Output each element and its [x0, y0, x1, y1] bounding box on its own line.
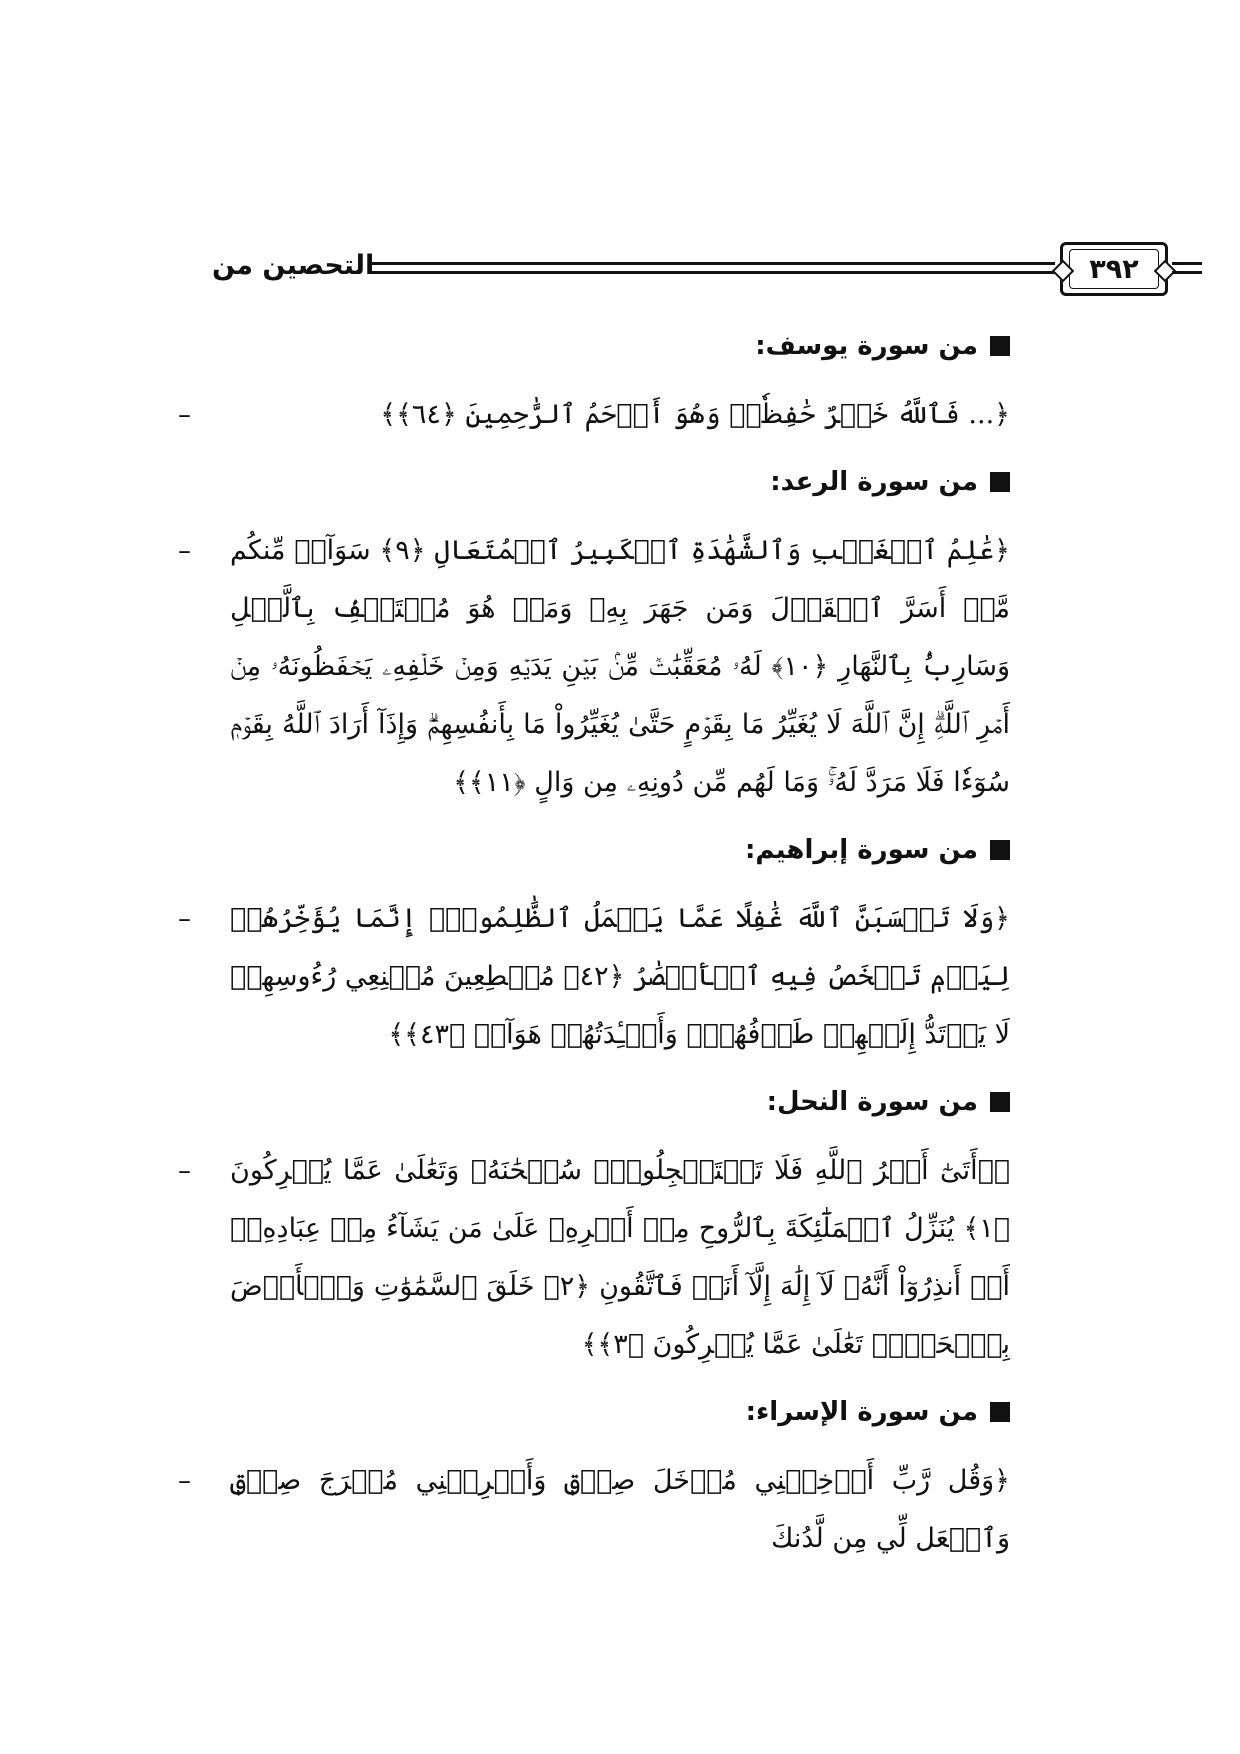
section-heading-text: من سورة النحل:	[766, 1087, 978, 1117]
section-heading	[178, 1388, 1010, 1436]
section-heading	[178, 322, 1010, 370]
verse-text: ﴿وَقُل رَّبِّ أَدۡخِلۡنِي مُدۡخَلَ صِدۡقٖ وَأَخۡرِجۡنِي مُخۡرَجَ صِدۡقٖ وَٱجۡعَل لِّي مِن لَّدُنكَ	[230, 1465, 1010, 1554]
verse-text: ﴿عَٰلِمُ ٱلۡغَيۡبِ وَٱلشَّهَٰدَةِ ٱلۡكَبِيرُ ٱلۡمُتَعَالِ ﴿٩﴾ سَوَآءٞ مِّنكُم مَّنۡ أَسَرَّ ٱلۡقَوۡلَ وَمَن جَهَرَ بِهِۦ وَمَنۡ هُوَ مُسۡتَخۡفِۢ بِٱلَّيۡلِ وَسَارِبُۢ بِٱلنَّهَارِ ﴿١٠﴾ لَهُۥ مُعَقِّبَٰتٞ مِّنۢ بَيۡنِ يَدَيۡهِ وَمِنۡ خَلۡفِهِۦ يَحۡفَظُونَهُۥ مِنۡ أَمۡرِ ٱللَّهِۗ إِنَّ ٱللَّهَ لَا يُغَيِّرُ مَا بِقَوۡمٍ حَتَّىٰ يُغَيِّرُواْ مَا بِأَنفُسِهِمۡۗ وَإِذَآ أَرَادَ ٱللَّهُ بِقَوۡمٖ سُوٓءٗا فَلَا مَرَدَّ لَهُۥۚ وَمَا لَهُم مِّن دُونِهِۦ مِن وَالٍ ﴿١١﴾﴾	[230, 535, 1011, 798]
list-dash: –	[178, 1466, 191, 1496]
page-number-frame	[1060, 242, 1168, 296]
section-heading	[178, 1078, 1010, 1126]
verse-item	[178, 1452, 1010, 1568]
section-heading-text: من سورة الإسراء:	[745, 1397, 978, 1427]
list-dash: –	[178, 400, 191, 430]
page-number: ٣٩٢	[1089, 254, 1139, 285]
verse-item	[178, 386, 1010, 444]
running-title: التحصين من	[212, 250, 375, 281]
section-heading	[178, 458, 1010, 506]
section-ibrahim	[178, 826, 1010, 1064]
page-content	[178, 322, 1010, 1582]
verse-item	[178, 522, 1010, 812]
list-dash: –	[178, 904, 191, 934]
square-bullet-icon	[990, 1402, 1010, 1422]
header-rule	[1172, 271, 1202, 274]
verse-text: ﴿... فَٱللَّهُ خَيۡرٌ حَٰفِظٗاۖ وَهُوَ أَرۡحَمُ ٱلرَّٰحِمِينَ ﴿٦٤﴾﴾	[380, 399, 1010, 430]
square-bullet-icon	[990, 1092, 1010, 1112]
page-header	[212, 242, 1139, 298]
square-bullet-icon	[990, 336, 1010, 356]
list-dash: –	[178, 536, 191, 566]
section-heading	[178, 826, 1010, 874]
square-bullet-icon	[990, 840, 1010, 860]
header-rule	[372, 262, 1055, 265]
list-dash: –	[178, 1156, 191, 1186]
verse-item	[178, 1142, 1010, 1374]
section-yusuf	[178, 322, 1010, 444]
section-isra	[178, 1388, 1010, 1568]
verse-item	[178, 890, 1010, 1064]
header-rule	[372, 271, 1055, 274]
section-raad	[178, 458, 1010, 812]
section-heading-text: من سورة إبراهيم:	[745, 835, 978, 865]
header-rule	[1172, 262, 1202, 265]
square-bullet-icon	[990, 472, 1010, 492]
verse-text: ﴿۞أَتَىٰٓ أَمۡرُ ٱللَّهِ فَلَا تَسۡتَعۡجِلُوهُۚ سُبۡحَٰنَهُۥ وَتَعَٰلَىٰ عَمَّا يُشۡرِكُونَ ﴿١﴾ يُنَزِّلُ ٱلۡمَلَٰٓئِكَةَ بِٱلرُّوحِ مِنۡ أَمۡرِهِۦ عَلَىٰ مَن يَشَآءُ مِنۡ عِبَادِهِۦٓ أَنۡ أَنذِرُوٓاْ أَنَّهُۥ لَآ إِلَٰهَ إِلَّآ أَنَا۠ فَٱتَّقُونِ ﴿٢﴾ خَلَقَ ٱلسَّمَٰوَٰتِ وَٱلۡأَرۡضَ بِٱلۡحَقِّۚ تَعَٰلَىٰ عَمَّا يُشۡرِكُونَ ﴿٣﴾﴾	[230, 1155, 1010, 1360]
section-nahl	[178, 1078, 1010, 1374]
section-heading-text: من سورة الرعد:	[770, 467, 978, 497]
verse-text: ﴿وَلَا تَحۡسَبَنَّ ٱللَّهَ غَٰفِلًا عَمَّا يَعۡمَلُ ٱلظَّٰلِمُونَۚ إِنَّمَا يُؤَخِّرُهُمۡ لِيَوۡمٖ تَشۡخَصُ فِيهِ ٱلۡأَبۡصَٰرُ ﴿٤٢﴾ مُهۡطِعِينَ مُقۡنِعِي رُءُوسِهِمۡ لَا يَرۡتَدُّ إِلَيۡهِمۡ طَرۡفُهُمۡۖ وَأَفۡـِٔدَتُهُمۡ هَوَآءٞ ﴿٤٣﴾﴾	[230, 903, 1010, 1050]
section-heading-text: من سورة يوسف:	[755, 331, 978, 361]
